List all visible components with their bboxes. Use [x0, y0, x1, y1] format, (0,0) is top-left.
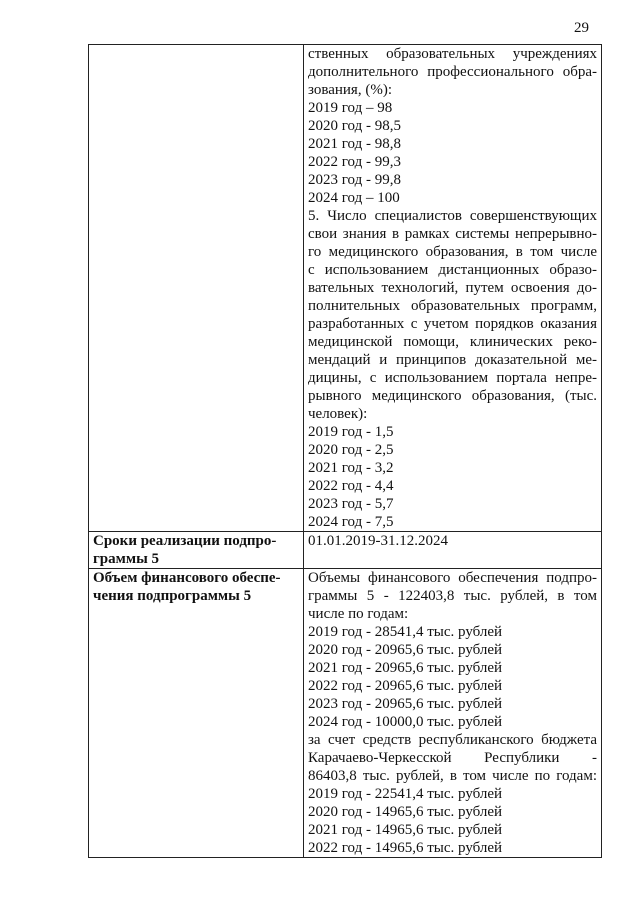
row-value-cell	[304, 45, 602, 532]
row-value-line: 2022 год - 14965,6 тыс. рублей	[308, 840, 503, 856]
row-label-line: Объем финансового обеспе-	[93, 570, 281, 586]
row-value-line: 2023 год - 20965,6 тыс. рублей	[308, 696, 503, 712]
row-value-cell	[304, 569, 602, 858]
row-value-line: 01.01.2019-31.12.2024	[308, 533, 448, 549]
row-value-line: 86403,8 тыс. рублей, в том числе по годам:	[308, 768, 597, 784]
table-row	[89, 45, 602, 532]
subprogram-passport-table	[88, 44, 602, 858]
page-number: 29	[574, 20, 589, 36]
row-value-line: мендаций и принципов доказательной ме-	[308, 352, 597, 368]
row-value-line: 2023 год - 5,7	[308, 496, 394, 512]
row-value-line: 2019 год - 28541,4 тыс. рублей	[308, 624, 503, 640]
row-value-cell	[304, 532, 602, 569]
row-value-line: 2023 год - 99,8	[308, 172, 401, 188]
row-value-line: с использованием дистанционных образо-	[308, 262, 597, 278]
row-value-line: рывного медицинского образования, (тыс.	[308, 388, 597, 404]
row-value-line: 2022 год - 99,3	[308, 154, 401, 170]
row-value-line: 2021 год - 3,2	[308, 460, 394, 476]
row-value-line: дицины, с использованием портала непре-	[308, 370, 597, 386]
row-value-line: человек):	[308, 406, 368, 422]
row-value-line: 2021 год - 14965,6 тыс. рублей	[308, 822, 503, 838]
row-value-line: числе по годам:	[308, 606, 409, 622]
row-label-cell	[89, 569, 304, 858]
table-body	[89, 45, 602, 858]
row-value-line: свои знания в рамках системы непрерывно-	[308, 226, 597, 242]
row-value-line: полнительных образовательных программ,	[308, 298, 597, 314]
row-label-line: чения подпрограммы 5	[93, 588, 252, 604]
row-value-line: 2020 год - 2,5	[308, 442, 394, 458]
table-row	[89, 569, 602, 858]
row-value-line: 2022 год - 20965,6 тыс. рублей	[308, 678, 503, 694]
row-value-line: медицинской помощи, клинических реко-	[308, 334, 597, 350]
row-value-line: 2021 год - 20965,6 тыс. рублей	[308, 660, 503, 676]
row-value-line: 2019 год - 1,5	[308, 424, 394, 440]
row-value-line: 2019 год - 22541,4 тыс. рублей	[308, 786, 503, 802]
row-value-line: 5. Число специалистов совершенствующих	[308, 208, 597, 224]
row-value-line: 2024 год - 7,5	[308, 514, 394, 530]
row-value-line: Карачаево-Черкесской Республики -	[308, 750, 597, 766]
row-value-line: 2024 год – 100	[308, 190, 400, 206]
row-value-line: за счет средств республиканского бюджета	[308, 732, 597, 748]
row-value-line: ственных образовательных учреждениях	[308, 46, 597, 62]
row-value-line: дополнительного профессионального обра-	[308, 64, 597, 80]
row-value-line: 2024 год - 10000,0 тыс. рублей	[308, 714, 503, 730]
table-row	[89, 532, 602, 569]
row-value-line: 2021 год - 98,8	[308, 136, 401, 152]
row-value-line: разработанных с учетом порядков оказания	[308, 316, 597, 332]
row-value-line: Объемы финансового обеспечения подпро-	[308, 570, 597, 586]
row-value-line: 2020 год - 14965,6 тыс. рублей	[308, 804, 503, 820]
row-label-cell	[89, 532, 304, 569]
row-value-line: 2019 год – 98	[308, 100, 393, 116]
row-value-line: вательных технологий, путем освоения до-	[308, 280, 597, 296]
row-label-cell	[89, 45, 304, 532]
row-value-line: граммы 5 - 122403,8 тыс. рублей, в том	[308, 588, 597, 604]
row-label-line: Сроки реализации подпро-	[93, 533, 277, 549]
row-value-line: 2020 год - 20965,6 тыс. рублей	[308, 642, 503, 658]
row-label-line: граммы 5	[93, 551, 160, 567]
row-value-line: го медицинского образования, в том числе	[308, 244, 597, 260]
row-value-line: зования, (%):	[308, 82, 392, 98]
row-value-line: 2020 год - 98,5	[308, 118, 401, 134]
row-value-line: 2022 год - 4,4	[308, 478, 394, 494]
